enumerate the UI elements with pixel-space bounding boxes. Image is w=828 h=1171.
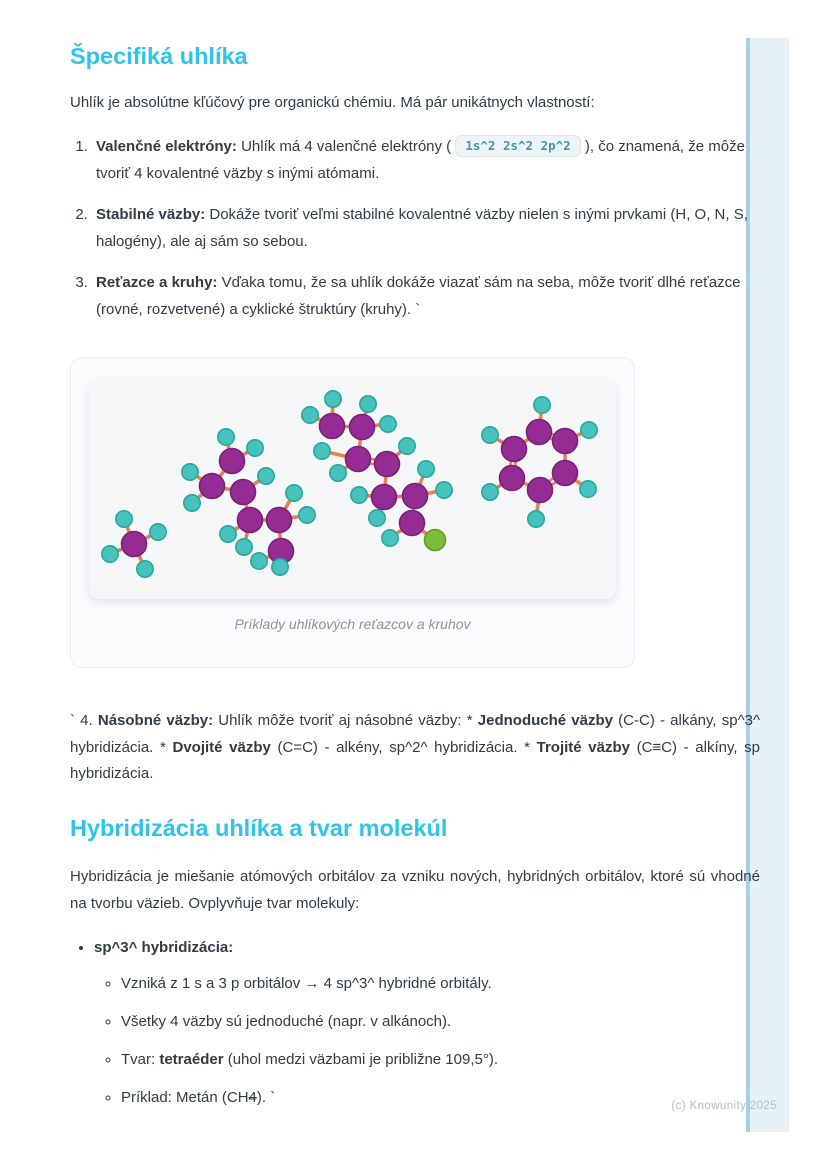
list-item-text: Valenčné elektróny: Uhlík má 4 valenčné elektróny ( 1s^2 2s^2 2p^2 ), čo znamená, že môže tvoriť 4 kovalentné väzby s inými atómami. bbox=[96, 138, 745, 182]
document-content bbox=[70, 0, 760, 1124]
sub-bullet-shape: ◦ Tvar: tetraéder (uhol medzi väzbami je približne 109,5°). bbox=[121, 1047, 760, 1073]
hybridization-paragraph: Hybridizácia je miešanie atómových orbitálov za vzniku nových, hybridných orbitálov, ktoré sú vhodné na tvorbu väzieb. Ovplyvňuje tvar molekuly: bbox=[70, 868, 760, 912]
figure-caption: Príklady uhlíkových reťazcov a kruhov bbox=[234, 615, 471, 632]
molecule-svg bbox=[89, 379, 616, 599]
paragraph-multiple-bonds: ` 4. Násobné väzby: Uhlík môže tvoriť aj násobné väzby: * Jednoduché väzby (C-C) - alkány, sp^3^ hybridizácia. * Dvojité väzby (C=C) - alkény, sp^2^ hybridizácia. * Trojité väzby (C≡C) - alkíny, sp hybridizácia. bbox=[70, 712, 761, 783]
intro-paragraph: Uhlík je absolútne kľúčový pre organickú chémiu. Má pár unikátnych vlastností: bbox=[70, 94, 595, 112]
figure-card bbox=[70, 357, 635, 668]
bullet-list bbox=[70, 934, 760, 1112]
sub-bullet-orbitals: ◦ Vzniká z 1 s a 3 p orbitálov → 4 sp^3^ hybridné orbitály. bbox=[121, 971, 760, 997]
molecule-figure bbox=[89, 379, 616, 599]
list-item-stable-bonds bbox=[92, 201, 760, 255]
section-title-hybridization: Hybridizácia uhlíka a tvar molekúl bbox=[70, 815, 448, 842]
sub-bullet-single-bonds: ◦ Všetky 4 väzby sú jednoduché (napr. v alkánoch). bbox=[121, 1009, 760, 1035]
list-item-chains-rings bbox=[92, 269, 760, 323]
bullet-item-sp3 bbox=[94, 934, 760, 1112]
sub-bullet-example: ◦ Príklad: Metán (CH4). ` bbox=[121, 1085, 760, 1111]
list-item-valence-electrons bbox=[92, 133, 760, 187]
numbered-list bbox=[70, 133, 760, 323]
bullet-item-title: sp^3^ hybridizácia: bbox=[94, 938, 234, 956]
list-item-text: Stabilné väzby: Dokáže tvoriť veľmi stabilné kovalentné väzby nielen s inými prvkami (H, O, N, S, halogény), ale aj sám so sebou. bbox=[96, 205, 748, 250]
list-item-text: Reťazce a kruhy: Vďaka tomu, že sa uhlík dokáže viazať sám na seba, môže tvoriť dlhé reťazce (rovné, rozvetvené) a cyklické štruktúry (kruhy). ` bbox=[96, 273, 741, 318]
page-title: Špecifiká uhlíka bbox=[70, 43, 248, 69]
footer-credit: (c) Knowunity 2025 bbox=[671, 1100, 777, 1112]
sub-bullet-list bbox=[94, 971, 760, 1112]
